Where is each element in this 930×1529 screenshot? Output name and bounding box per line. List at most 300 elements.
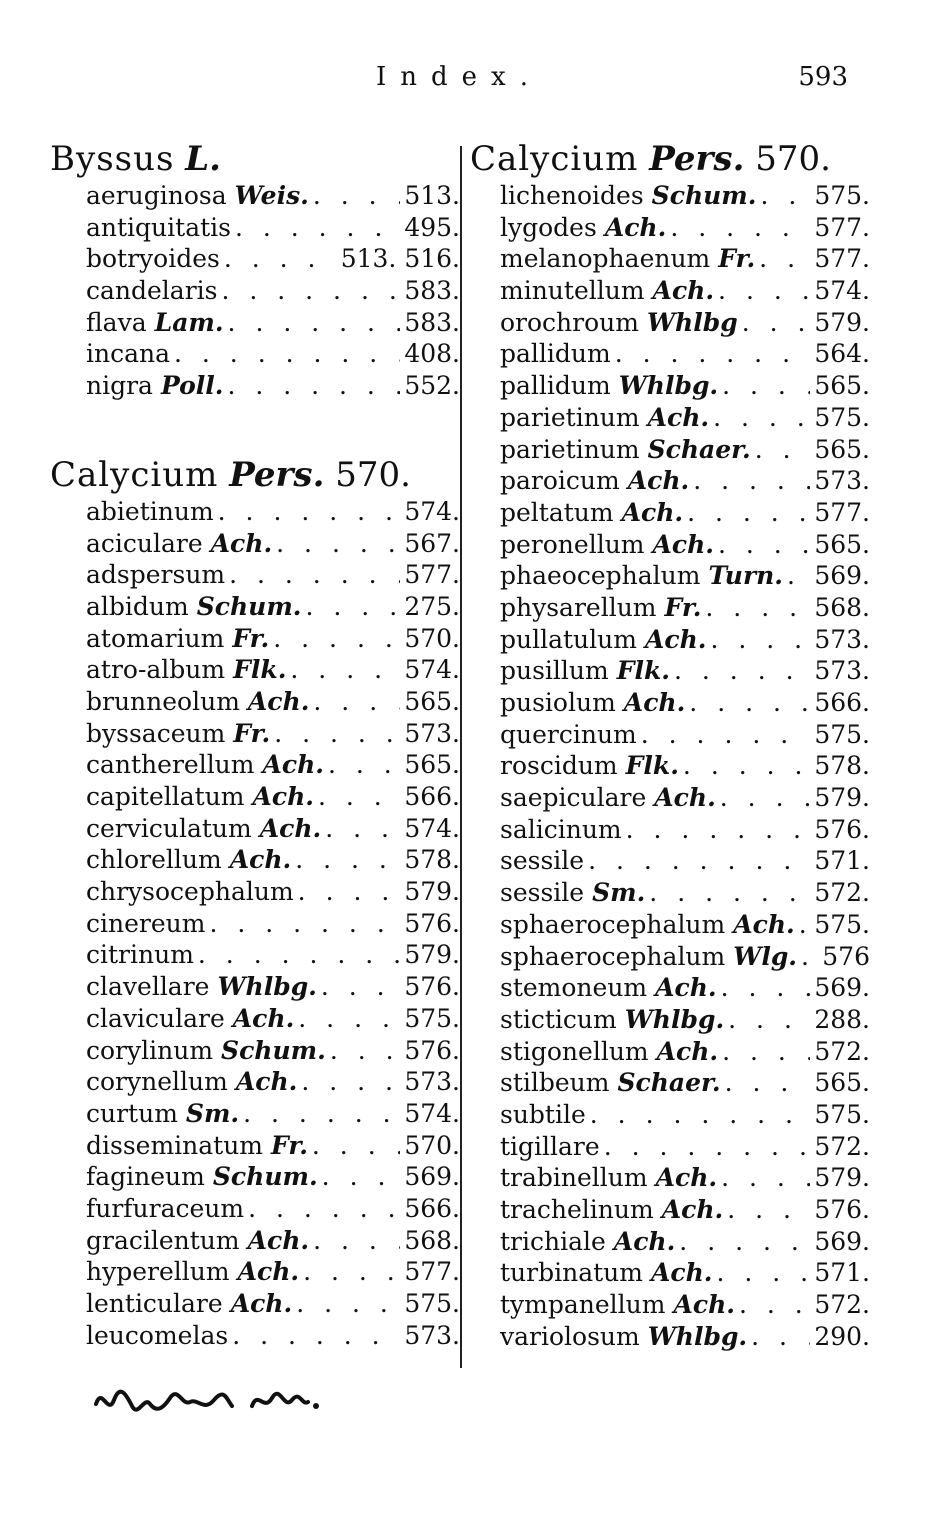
index-entry [50,876,460,908]
index-entry [50,844,460,876]
index-entry [470,529,870,561]
page-number: 593 [798,62,848,92]
species-authority: Schaer. [617,1068,721,1098]
index-entry [50,591,460,623]
species-authority: Ach. [259,813,322,843]
species-authority: Fr. [718,244,756,274]
species-authority: Ach. [252,782,314,811]
index-entry [470,497,870,529]
dot-leader [705,592,810,624]
page-reference: 565. [814,1068,870,1098]
species-name: fagineum [86,1162,205,1192]
dot-leader [218,496,401,528]
index-entry [470,1162,870,1194]
species-name: gracilentum [86,1225,240,1255]
page-reference: 577. [814,212,870,242]
dot-leader [298,876,401,908]
species-authority: Turn. [708,561,784,591]
dot-leader [604,1131,811,1163]
index-entry [50,212,460,244]
right-column [470,138,870,1352]
dot-leader [799,909,811,941]
page-reference: 568. [404,1225,460,1255]
species-authority: Ach. [647,402,710,432]
page-reference: 573. [404,1067,460,1097]
species-authority: Ach. [673,1290,735,1320]
species-authority: Ach. [229,845,292,875]
dot-leader [727,1194,810,1226]
species-name: trabinellum [500,1163,648,1193]
species-authority: Ach. [232,1003,295,1033]
index-entry [470,814,870,846]
index-entry [470,1321,870,1353]
index-entry [50,813,460,845]
species-authority: Ach. [644,624,707,654]
dot-leader [318,781,400,813]
dot-leader [721,972,811,1004]
index-entry [470,655,870,687]
index-entry [470,592,870,624]
dot-leader [713,402,810,434]
index-entry [50,1225,460,1257]
dot-leader [221,275,400,307]
index-entry [50,496,460,528]
species-name: tympanellum [500,1290,666,1320]
index-entry [50,686,460,718]
page-reference: 579. [814,783,870,813]
index-entry [470,275,870,307]
page-reference: 575. [814,402,870,432]
genus-heading-calycium [50,454,460,496]
species-authority: Fr. [232,623,270,653]
dot-leader [739,1289,810,1321]
section-gap [50,402,460,454]
species-authority: Ach. [733,909,795,939]
species-name: candelaris [86,276,218,306]
species-authority: Ach. [661,1195,724,1224]
page-reference: 573. [404,718,460,748]
page-reference: 552. [404,371,460,401]
left-column [50,138,460,1351]
dot-leader [276,528,400,560]
dot-leader [325,813,400,845]
species-name: salicinum [500,814,622,844]
dot-leader [229,559,400,591]
species-authority: Ach. [262,750,324,780]
index-entry [50,971,460,1003]
page-reference: 575. [404,1289,460,1318]
species-name: cerviculatum [86,813,252,843]
species-name: curtum [86,1098,178,1128]
species-authority: Whlbg. [618,371,719,401]
page-reference: 275. [404,591,460,621]
species-name: physarellum [500,592,657,622]
species-name: parietinum [500,434,640,464]
page-header [0,62,930,102]
dot-leader [728,1004,810,1036]
species-authority: Fr. [233,718,271,748]
dot-leader [298,1003,400,1035]
column-divider [460,146,462,1368]
index-entry [470,1131,870,1163]
species-authority: Ach. [623,688,686,717]
index-entry [50,908,460,940]
species-name: botryoides [86,244,220,274]
dot-leader [720,782,811,814]
dot-leader [710,624,810,656]
page-reference: 576. [814,1195,870,1224]
index-entry [470,338,870,370]
species-authority: Poll. [160,371,224,401]
dot-leader [248,1193,400,1225]
page-reference: 576. [814,814,870,844]
species-authority: Weis. [234,181,309,210]
page-reference: 569. [814,973,870,1003]
species-authority: Ach. [235,1067,298,1097]
index-entry [470,1067,870,1099]
genus-authority: L. [185,139,221,179]
index-entry [50,1161,460,1193]
index-entry [50,1256,460,1288]
index-entry [470,434,870,466]
index-entry [50,559,460,591]
index-entry [470,402,870,434]
dot-leader [787,560,810,592]
index-entry [470,750,870,782]
index-entry [50,1193,460,1225]
species-name: saepiculare [500,783,647,813]
dot-leader [273,623,400,655]
index-entry [50,939,460,971]
species-authority: Whlbg [646,307,738,337]
dot-leader [641,719,811,751]
page-reference: 571. [814,1258,870,1288]
page-reference: 574. [814,276,870,306]
species-authority: Ach. [656,1036,719,1066]
index-entry [50,1320,460,1352]
page-reference: 571. [814,846,870,876]
dot-leader [693,465,810,497]
page-reference: 513. [404,181,460,210]
index-entry [50,370,460,402]
page-reference: 576 [822,941,870,971]
species-name: nigra [86,371,153,401]
species-authority: Schum. [196,591,302,621]
index-entry [50,1098,460,1130]
index-entry [470,845,870,877]
species-name: lenticulare [86,1289,223,1318]
species-name: cinereum [86,908,206,938]
running-title: Index. [376,62,542,92]
species-name: paroicum [500,466,620,496]
species-authority: Ach. [210,528,273,558]
dot-leader [679,1226,810,1258]
page-reference: 569. [814,561,870,591]
page-reference: 577. [404,560,460,590]
page-reference: 565. [814,434,870,464]
dot-leader [718,275,810,307]
species-authority: Fr. [271,1130,308,1160]
page-reference: 568. [814,592,870,622]
dot-leader [649,877,810,909]
index-entry [470,1099,870,1131]
species-name: sticticum [500,1004,617,1034]
species-name: phaeocephalum [500,561,701,591]
page-reference: 576. [404,908,460,938]
species-authority: Whlbg. [647,1321,748,1351]
index-entry [470,465,870,497]
index-entry [470,624,870,656]
page-reference: 579. [404,877,460,907]
species-name: clavellare [86,972,210,1002]
index-entry [470,909,870,941]
species-authority: Schum. [221,1035,326,1065]
page-reference: 574. [404,496,460,526]
dot-leader [296,1288,400,1320]
page-reference: 578. [814,751,870,781]
handwriting-scrawl [92,1376,332,1426]
species-name: sphaerocephalum [500,909,726,939]
species-authority: Ach. [247,686,310,716]
species-name: corynellum [86,1067,228,1097]
page-reference: 566. [404,1193,460,1223]
page-reference: 572. [814,878,870,908]
page-reference: 564. [814,339,870,369]
page-reference: 576. [404,1035,460,1065]
dot-leader [716,1257,810,1289]
dot-leader [198,939,400,971]
index-entry [470,1226,870,1258]
page-reference: 572. [814,1036,870,1066]
index-entry [50,781,460,813]
species-name: trichiale [500,1226,606,1256]
dot-leader [759,243,810,275]
page-reference: 577. [404,1257,460,1287]
page-reference: 579. [814,1163,870,1193]
index-entry [50,718,460,750]
dot-leader [722,1036,810,1068]
index-entry [50,338,460,370]
dot-leader [290,654,400,686]
dot-leader [674,655,810,687]
dot-leader [721,1162,810,1194]
index-entry [50,1003,460,1035]
page-reference: 574. [404,1098,460,1128]
page-reference: 574. [404,813,460,843]
page-reference: 408. [404,339,460,369]
index-entry [470,1194,870,1226]
page-reference: 575. [814,909,870,939]
species-authority: Ach. [604,212,667,242]
species-authority: Ach. [613,1226,676,1256]
dot-leader [626,814,811,846]
species-authority: Ach. [627,466,690,496]
dot-leader [209,908,400,940]
dot-leader [718,529,810,561]
dot-leader [330,1035,401,1067]
species-name: flava [86,307,147,337]
species-authority: Flk. [233,655,287,685]
page-reference: 565. [404,750,460,780]
species-name: chlorellum [86,845,222,875]
index-entry [470,212,870,244]
page-reference: 583. [404,276,460,306]
dot-leader [760,180,810,212]
species-name: roscidum [500,751,618,781]
index-entry [50,275,460,307]
species-name: pallidum [500,371,611,401]
page-reference: 565. [814,371,870,401]
species-name: byssaceum [86,718,226,748]
species-authority: Ach. [655,1163,718,1193]
genus-heading-calycium-continued [470,138,870,180]
species-name: variolosum [500,1321,640,1351]
dot-leader [588,845,810,877]
dot-leader [313,686,400,718]
dot-leader [322,1161,401,1193]
species-authority: Schum. [212,1162,318,1192]
species-authority: Lam. [154,307,224,337]
index-entry [50,1035,460,1067]
page-reference: 577. [814,244,870,274]
dot-leader [295,844,400,876]
species-name: citrinum [86,940,194,970]
page-reference: 573. [814,656,870,686]
dot-leader [742,307,811,339]
species-name: disseminatum [86,1130,264,1160]
species-authority: Sm. [185,1098,240,1128]
index-entry [470,307,870,339]
species-name: corylinum [86,1035,214,1065]
species-name: aeruginosa [86,181,227,210]
species-authority: Whlbg. [624,1004,725,1034]
dot-leader [227,370,400,402]
index-entry [50,180,460,212]
index-entry [50,243,460,275]
dot-leader [321,971,400,1003]
index-entry [470,941,870,973]
species-authority: Whlbg. [217,972,317,1002]
species-name: peltatum [500,497,614,527]
species-name: parietinum [500,402,640,432]
dot-leader [306,591,401,623]
genus-heading-byssus [50,138,460,180]
species-name: cantherellum [86,750,255,780]
dot-leader [232,1320,400,1352]
species-name: melanophaenum [500,244,711,274]
species-authority: Ach. [654,783,716,813]
species-name: leucomelas [86,1320,229,1350]
species-authority: Ach. [621,497,684,527]
species-name: orochroum [500,307,639,337]
species-authority: Fr. [664,592,702,622]
species-name: quercinum [500,719,637,749]
species-name: stigonellum [500,1036,649,1066]
index-entry [50,1130,460,1162]
species-name: aciculare [86,528,203,558]
dot-leader [313,1225,400,1257]
species-name: stemoneum [500,973,648,1003]
index-entry [470,243,870,275]
dot-leader [687,497,810,529]
index-entry [470,687,870,719]
index-entry [470,972,870,1004]
genus-page: 570. [335,454,411,495]
species-name: atomarium [86,623,225,653]
species-name: pusiolum [500,688,616,717]
species-name: furfuraceum [86,1193,245,1223]
page-reference: 290. [814,1321,870,1351]
dot-leader [670,212,810,244]
page-reference: 566. [814,688,870,717]
species-name: lichenoides [500,181,644,210]
dot-leader [801,941,818,973]
page-reference: 578. [404,845,460,875]
page-reference: 574. [404,655,460,685]
species-name: hyperellum [86,1257,230,1287]
index-entry [50,749,460,781]
genus-authority: Pers. [649,139,745,179]
genus-name: Calycium [470,139,639,179]
page-reference: 575. [814,1099,870,1129]
index-entry [50,1066,460,1098]
species-authority: Ach. [650,1258,713,1288]
page-reference: 583. [404,307,460,337]
species-name: adspersum [86,560,226,590]
page-reference: 570. [404,1130,460,1160]
page-reference: 577. [814,497,870,527]
page-reference: 576. [404,972,460,1002]
dot-leader [224,243,337,275]
dot-leader [174,338,400,370]
dot-leader [243,1098,400,1130]
page-reference: 573. [814,466,870,496]
page-reference: 288. [814,1004,870,1034]
species-name: claviculare [86,1003,225,1033]
species-authority: Ach. [237,1257,300,1287]
page-reference: 567. [404,528,460,558]
page-reference: 565. [814,529,870,559]
species-name: subtile [500,1099,586,1129]
page-reference: 572. [814,1290,870,1320]
species-authority: Ach. [230,1289,293,1318]
species-name: albidum [86,591,189,621]
index-entry [470,1257,870,1289]
species-name: pallidum [500,339,611,369]
species-name: minutellum [500,276,645,306]
index-entry [470,1036,870,1068]
page-reference: 565. [404,686,460,716]
page-reference: 495. [404,212,460,242]
index-entry [470,560,870,592]
species-list-calycium-right [470,180,870,1352]
dot-leader [228,307,401,339]
species-name: peronellum [500,529,645,559]
dot-leader [615,338,811,370]
species-authority: Ach. [652,276,715,306]
index-entry [470,370,870,402]
species-name: antiquitatis [86,212,231,242]
dot-leader [755,434,811,466]
dot-leader [303,1256,400,1288]
genus-name: Calycium [50,454,219,495]
species-authority: Flk. [616,656,671,686]
species-authority: Wlg. [733,941,798,971]
index-entry [470,877,870,909]
species-authority: Flk. [625,751,679,781]
species-name: pusillum [500,656,609,686]
species-authority: Ach. [652,529,714,559]
